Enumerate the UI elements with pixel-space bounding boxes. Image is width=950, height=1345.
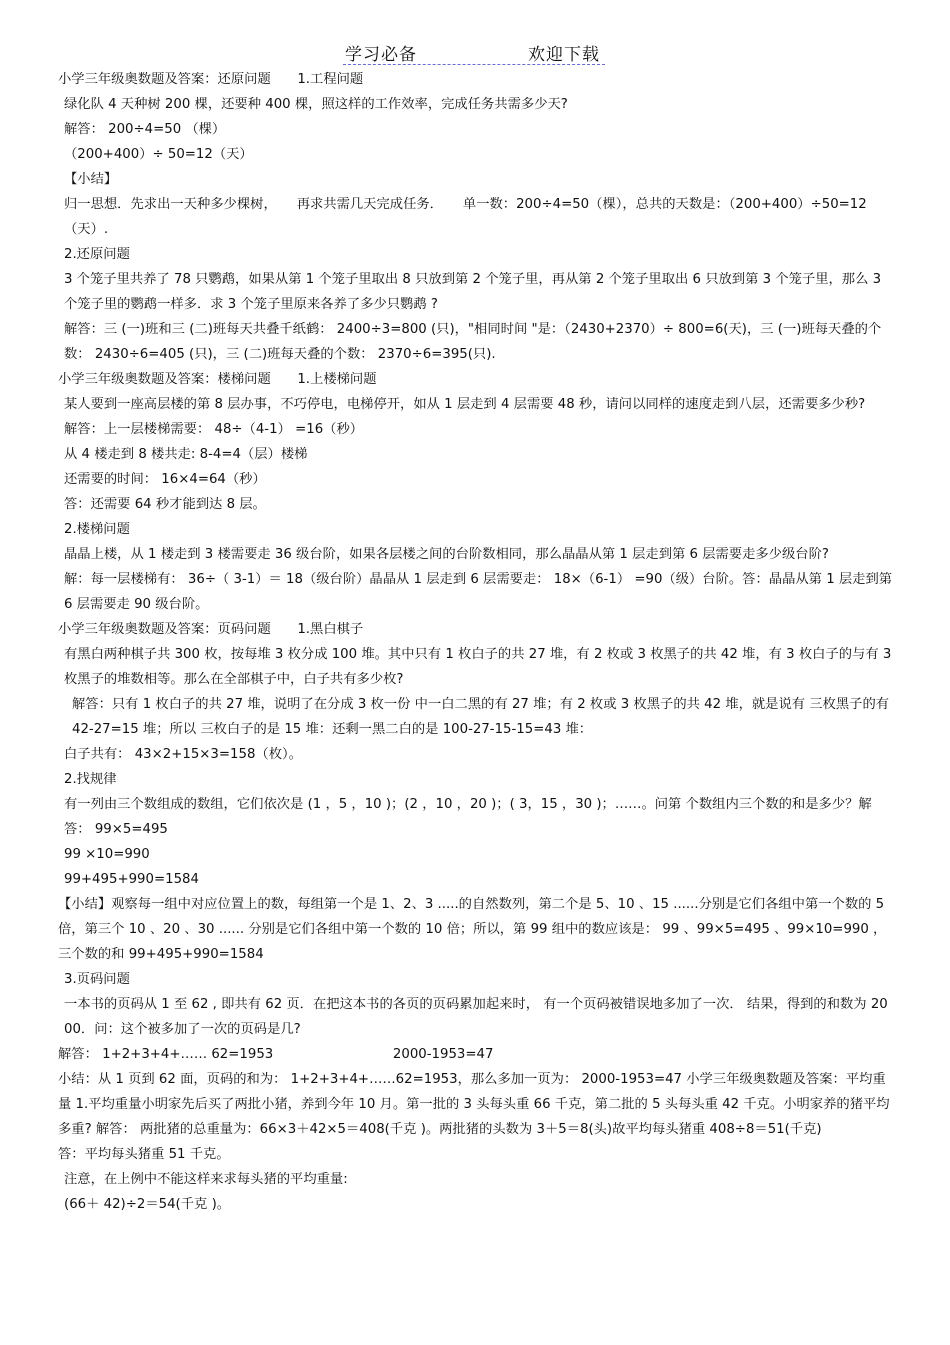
text-line: 3.页码问题 <box>64 972 130 987</box>
text-line: 某人要到一座高层楼的第 8 层办事，不巧停电，电梯停开，如从 1 层走到 4 层需要 48 秒，请问以同样的速度走到八层，还需要多少秒? <box>64 397 866 412</box>
text-line: 解答：只有 1 枚白子的共 27 堆，说明了在分成 3 枚一份 中一白二黑的有 27 堆；有 2 枚或 3 枚黑子的共 42 堆，就是说有 三枚黑子的有 42-27=15 堆；所以 三枚白子的是 15 堆：还剩一黑二白的是 100-27-15-15=43 堆： <box>72 697 890 737</box>
text-line: （200+400）÷ 50=12（天） <box>64 147 253 162</box>
text-line: 晶晶上楼，从 1 楼走到 3 楼需要走 36 级台阶，如果各层楼之间的台阶数相同，那么晶晶从第 1 层走到第 6 层需要走多少级台阶? <box>64 547 829 562</box>
page-header <box>0 40 950 66</box>
text-line: 2.找规律 <box>64 772 117 787</box>
text-line: 小学三年级奥数题及答案：楼梯问题 1.上楼梯问题 <box>58 372 377 387</box>
text-line: 答：平均每头猪重 51 千克。 <box>58 1147 230 1162</box>
text-line: 3 个笼子里共养了 78 只鹦鹉，如果从第 1 个笼子里取出 8 只放到第 2 个笼子里，再从第 2 个笼子里取出 6 只放到第 3 个笼子里，那么 3 个笼子里的鹦鹉一样多．求 3 个笼子里原来各养了多少只鹦鹉 ? <box>64 272 882 312</box>
text-line: 一本书的页码从 1 至 62 , 即共有 62 页．在把这本书的各页的页码累加起来时， 有一个页码被错误地多加了一次． 结果，得到的和数为 2000．问：这个被多加了一次的页码是几? <box>64 997 888 1037</box>
text-line: 99 ×10=990 <box>64 847 150 862</box>
text-line: 解答： 200÷4=50 （棵） <box>64 122 226 137</box>
text-line: 小结：从 1 页到 62 面，页码的和为： 1+2+3+4+……62=1953，那么多加一页为： 2000-1953=47 小学三年级奥数题及答案：平均重量 1.平均重量小明家先后买了两批小猪，养到今年 10 月。第一批的 3 头每头重 66 千克，第二批的 5 头每头重 42 千克。小明家养的猪平均多重? 解答： 两批猪的总重量为：66×3＋42×5＝408(千克 )。两批猪的头数为 3＋5＝8(头)故平均每头猪重 408÷8＝51(千克) <box>58 1072 890 1137</box>
text-line: 还需要的时间： 16×4=64（秒） <box>64 472 266 487</box>
header-underline <box>343 64 605 65</box>
text-line: 绿化队 4 天种树 200 棵，还要种 400 棵，照这样的工作效率，完成任务共需多少天? <box>64 97 568 112</box>
text-line: 99+495+990=1584 <box>64 872 199 887</box>
text-line: 【小结】 <box>64 172 118 187</box>
text-line: (66＋ 42)÷2＝54(千克 )。 <box>64 1197 231 1212</box>
header-right-text: 欢迎下载 <box>528 45 600 65</box>
text-line: 小学三年级奥数题及答案：页码问题 1.黑白棋子 <box>58 622 364 637</box>
text-line: 白子共有： 43×2+15×3=158（枚）。 <box>64 747 302 762</box>
text-line: 【小结】观察每一组中对应位置上的数，每组第一个是 1、2、3 .....的自然数列，第二个是 5、10 、15 ......分别是它们各组中第一个数的 5 倍，第三个 10 、20 、30 ...... 分别是它们各组中第一个数的 10 倍；所以，第 99 组中的数应该是： 99 、99×5=495 、99×10=990 ，三个数的和 99+495+990=1584 <box>58 897 887 962</box>
text-line: 2.还原问题 <box>64 247 130 262</box>
text-line: 归一思想．先求出一天种多少棵树， 再求共需几天完成任务． 单一数：200÷4=50（棵），总共的天数是：（200+400）÷50=12 （天）. <box>64 197 867 237</box>
text-line: 有一列由三个数组成的数组，它们依次是 (1 ，5 ，10 )；(2 ，10 ，20 )；( 3，15 ，30 )；……。问第 个数组内三个数的和是多少？解答： 99×5=495 <box>64 797 872 837</box>
text-line: 小学三年级奥数题及答案：还原问题 1.工程问题 <box>58 72 364 87</box>
text-line: 从 4 楼走到 8 楼共走: 8-4=4（层）楼梯 <box>64 447 308 462</box>
text-line: 解答：上一层楼梯需要： 48÷（4-1） =16（秒） <box>64 422 364 437</box>
text-line: 有黑白两种棋子共 300 枚，按每堆 3 枚分成 100 堆。其中只有 1 枚白子的共 27 堆，有 2 枚或 3 枚黑子的共 42 堆，有 3 枚白子的与有 3 枚黑子的堆数相等。那么在全部棋子中，白子共有多少枚? <box>64 647 892 687</box>
text-line: 解答：三 (一)班和三 (二)班每天共叠千纸鹤： 2400÷3=800 (只)，"相同时间 "是：（2430+2370）÷ 800=6(天)，三 (一)班每天叠的个数： 2430÷6=405 (只)，三 (二)班每天叠的个数： 2370÷6=395(只). <box>64 322 882 362</box>
text-line: 答：还需要 64 秒才能到达 8 层。 <box>64 497 266 512</box>
text-line: 解：每一层楼梯有： 36÷（ 3-1）＝ 18（级台阶）晶晶从 1 层走到 6 层需要走： 18×（6-1） =90（级）台阶。答：晶晶从第 1 层走到第 6 层需要走 90 级台阶。 <box>64 572 893 612</box>
text-line: 解答： 1+2+3+4+…… 62=1953 2000-1953=47 <box>58 1047 494 1062</box>
text-line: 2.楼梯问题 <box>64 522 130 537</box>
document-body <box>58 67 894 1217</box>
text-line: 注意，在上例中不能这样来求每头猪的平均重量: <box>64 1172 348 1187</box>
header-left-text: 学习必备 <box>345 45 417 65</box>
